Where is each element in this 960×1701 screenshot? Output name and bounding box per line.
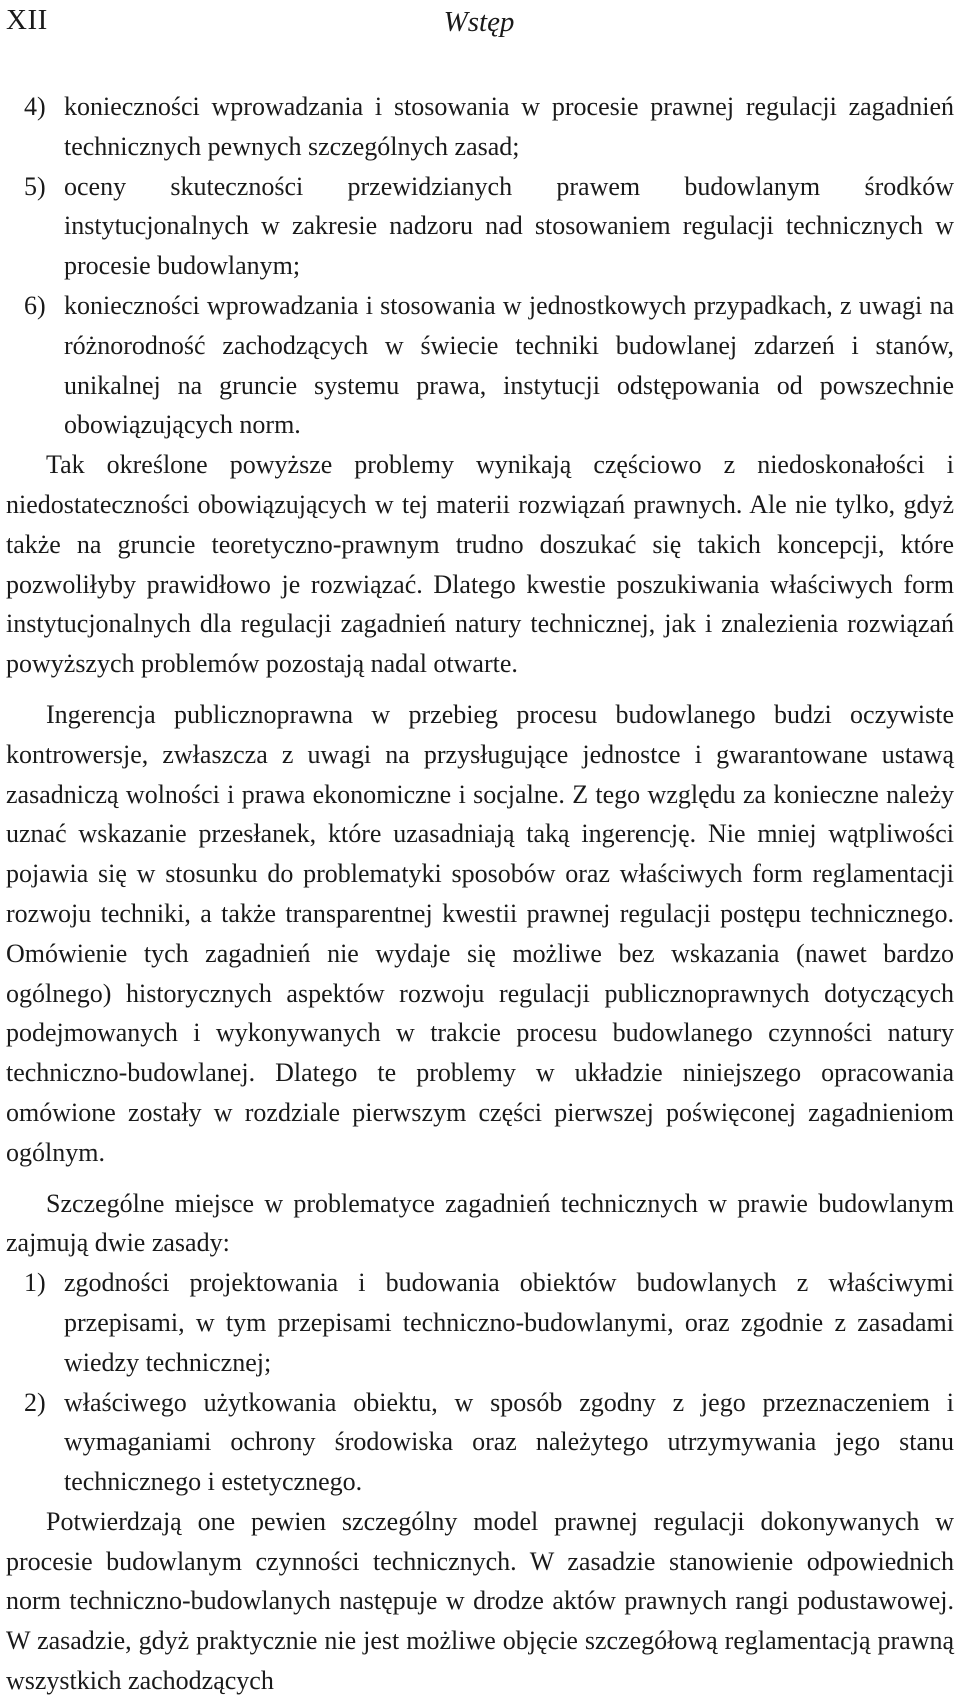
list-item xyxy=(6,286,954,445)
list-item xyxy=(6,1383,954,1502)
page-number: XII xyxy=(6,4,48,36)
list-item xyxy=(6,87,954,167)
list-item-number: 1) xyxy=(24,1268,46,1298)
list-item-number: 2) xyxy=(24,1387,46,1417)
list-item-text: właściwego użytkowania obiektu, w sposób zgodny z jego przeznaczeniem i wymaganiami ochrony środowiska oraz należytego utrzymywania jego stanu technicznego i estetycznego. xyxy=(64,1387,954,1497)
paragraph: Ingerencja publicznoprawna w przebieg procesu budowlanego budzi oczywiste kontrowersje, zwłaszcza z uwagi na przysługujące jednostce i gwarantowane ustawą zasadniczą wolności i prawa ekonomiczne i socjalne. Z tego względu za konieczne należy uznać wskazanie przesłanek, które uzasadniają taką ingerencję. Nie mniej wątpliwości pojawia się w stosunku do problematyki sposobów oraz właściwych form reglamentacji rozwoju techniki, a także transparentnej kwestii prawnej regulacji postępu technicznego. Omówienie tych zagadnień nie wydaje się możliwe bez wskazania (nawet bardzo ogólnego) historycznych aspektów rozwoju regulacji publicznoprawnych dotyczących podejmowanych i wykonywanych w trakcie procesu budowlanego czynności natury techniczno-budowlanej. Dlatego te problemy w układzie niniejszego opracowania omówione zostały w rozdziale pierwszym części pierwszej poświęconej zagadnieniom ogólnym. xyxy=(6,699,954,1167)
list-item-number: 6) xyxy=(24,290,46,320)
paragraph: Szczególne miejsce w problematyce zagadnień technicznych w prawie budowlanym zajmują dwie zasady: xyxy=(6,1188,954,1258)
list-item xyxy=(6,167,954,286)
list-item-text: konieczności wprowadzania i stosowania w jednostkowych przypadkach, z uwagi na różnorodność zachodzących w świecie techniki budowlanej zdarzeń i stanów, unikalnej na gruncie systemu prawa, instytucji odstępowania od powszechnie obowiązujących norm. xyxy=(64,290,954,440)
list-item-number: 4) xyxy=(24,92,46,121)
paragraph: Potwierdzają one pewien szczególny model prawnej regulacji dokonywanych w procesie budowlanym czynności technicznych. W zasadzie stanowienie odpowiednich norm techniczno-budowlanych następuje w drodze aktów prawnych rangi podustawowej. W zasadzie, gdyż praktycznie nie jest możliwe objęcie szczegółową reglamentacją prawną wszystkich zachodzących xyxy=(6,1506,954,1696)
list-item-text: oceny skuteczności przewidzianych prawem budowlanym środków instytucjonalnych w zakresie nadzoru nad stosowaniem regulacji technicznych w procesie budowlanym; xyxy=(64,171,954,281)
page-header xyxy=(4,0,954,44)
list-item-text: zgodności projektowania i budowania obiektów budowlanych z właściwymi przepisami, w tym przepisami techniczno-budowlanymi, oraz zgodnie z zasadami wiedzy technicznej; xyxy=(64,1268,954,1377)
list-item xyxy=(6,1263,954,1382)
paragraph: Tak określone powyższe problemy wynikają częściowo z niedoskonałości i niedostateczności obowiązujących w tej materii rozwiązań prawnych. Ale nie tylko, gdyż także na gruncie teoretyczno-prawnym trudno doszukać się takich koncepcji, które pozwoliłyby prawidłowo je rozwiązać. Dlatego kwestie poszukiwania właściwych form instytucjonalnych dla regulacji zagadnień natury technicznej, jak i znalezienia rozwiązań powyższych problemów pozostają nadal otwarte. xyxy=(6,450,954,679)
running-title: Wstęp xyxy=(443,6,515,38)
list-item-text: konieczności wprowadzania i stosowania w procesie prawnej regulacji zagadnień technicznych pewnych szczególnych zasad; xyxy=(64,92,954,161)
list-item-number: 5) xyxy=(24,171,46,201)
body-text xyxy=(6,87,954,1701)
